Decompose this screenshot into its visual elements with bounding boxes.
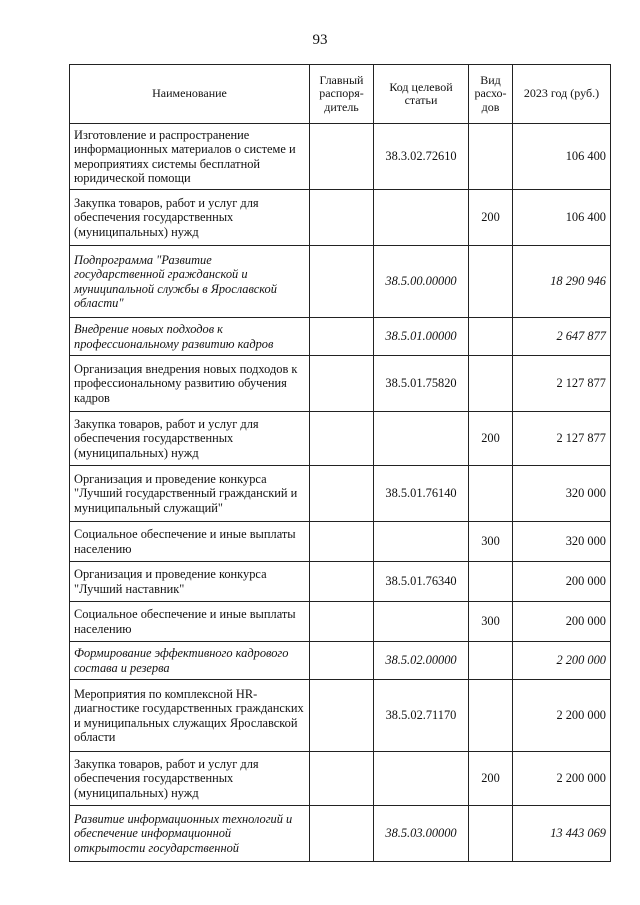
header-target-code: Код целевой статьи bbox=[374, 65, 469, 124]
row-name-cell: Внедрение новых подходов к профессиональному развитию кадров bbox=[70, 318, 310, 356]
row-name-cell: Изготовление и распространение информационных материалов о системе и мероприятиях системы бесплатной юридической помощи bbox=[70, 124, 310, 190]
row-main-manager-cell bbox=[310, 318, 374, 356]
row-target-code-cell: 38.3.02.72610 bbox=[374, 124, 469, 190]
row-amount-cell: 2 200 000 bbox=[513, 642, 611, 680]
row-main-manager-cell bbox=[310, 642, 374, 680]
row-name-cell: Закупка товаров, работ и услуг для обеспечения государственных (муниципальных) нужд bbox=[70, 752, 310, 806]
row-name-cell: Развитие информационных технологий и обеспечение информационной открытости государственной bbox=[70, 806, 310, 862]
row-amount-cell: 2 647 877 bbox=[513, 318, 611, 356]
table-row bbox=[70, 642, 611, 680]
row-main-manager-cell bbox=[310, 680, 374, 752]
row-expense-type-cell bbox=[469, 806, 513, 862]
budget-table bbox=[69, 64, 611, 862]
row-amount-cell: 13 443 069 bbox=[513, 806, 611, 862]
table-row bbox=[70, 752, 611, 806]
row-main-manager-cell bbox=[310, 190, 374, 246]
row-expense-type-cell bbox=[469, 562, 513, 602]
row-amount-cell: 2 127 877 bbox=[513, 356, 611, 412]
row-target-code-cell: 38.5.02.00000 bbox=[374, 642, 469, 680]
row-expense-type-cell: 200 bbox=[469, 190, 513, 246]
row-name-cell: Закупка товаров, работ и услуг для обеспечения государственных (муниципальных) нужд bbox=[70, 190, 310, 246]
row-target-code-cell: 38.5.01.76340 bbox=[374, 562, 469, 602]
table-row bbox=[70, 318, 611, 356]
row-expense-type-cell: 300 bbox=[469, 522, 513, 562]
table-row bbox=[70, 522, 611, 562]
row-name-cell: Подпрограмма "Развитие государственной гражданской и муниципальной службы в Ярославской области" bbox=[70, 246, 310, 318]
row-expense-type-cell: 200 bbox=[469, 412, 513, 466]
row-amount-cell: 106 400 bbox=[513, 190, 611, 246]
row-name-cell: Организация и проведение конкурса "Лучший государственный гражданский и муниципальный служащий" bbox=[70, 466, 310, 522]
row-main-manager-cell bbox=[310, 752, 374, 806]
row-expense-type-cell bbox=[469, 642, 513, 680]
row-amount-cell: 200 000 bbox=[513, 602, 611, 642]
row-target-code-cell: 38.5.01.00000 bbox=[374, 318, 469, 356]
row-amount-cell: 106 400 bbox=[513, 124, 611, 190]
row-name-cell: Закупка товаров, работ и услуг для обеспечения государственных (муниципальных) нужд bbox=[70, 412, 310, 466]
row-expense-type-cell bbox=[469, 356, 513, 412]
row-amount-cell: 200 000 bbox=[513, 562, 611, 602]
row-target-code-cell: 38.5.01.75820 bbox=[374, 356, 469, 412]
row-target-code-cell bbox=[374, 190, 469, 246]
row-name-cell: Мероприятия по комплексной HR-диагностике государственных гражданских и муниципальных служащих Ярославской области bbox=[70, 680, 310, 752]
table-row bbox=[70, 466, 611, 522]
row-main-manager-cell bbox=[310, 602, 374, 642]
table-body bbox=[70, 124, 611, 862]
row-target-code-cell: 38.5.03.00000 bbox=[374, 806, 469, 862]
row-name-cell: Социальное обеспечение и иные выплаты населению bbox=[70, 522, 310, 562]
row-expense-type-cell: 300 bbox=[469, 602, 513, 642]
row-main-manager-cell bbox=[310, 356, 374, 412]
row-target-code-cell: 38.5.02.71170 bbox=[374, 680, 469, 752]
row-main-manager-cell bbox=[310, 466, 374, 522]
row-target-code-cell bbox=[374, 522, 469, 562]
row-name-cell: Организация и проведение конкурса "Лучший наставник" bbox=[70, 562, 310, 602]
row-amount-cell: 320 000 bbox=[513, 466, 611, 522]
row-expense-type-cell bbox=[469, 124, 513, 190]
row-amount-cell: 2 127 877 bbox=[513, 412, 611, 466]
table-row bbox=[70, 602, 611, 642]
row-main-manager-cell bbox=[310, 124, 374, 190]
table-header-row bbox=[70, 65, 611, 124]
header-main-manager: Главный распоря-дитель bbox=[310, 65, 374, 124]
row-main-manager-cell bbox=[310, 806, 374, 862]
row-expense-type-cell: 200 bbox=[469, 752, 513, 806]
table-row bbox=[70, 806, 611, 862]
row-main-manager-cell bbox=[310, 246, 374, 318]
row-target-code-cell bbox=[374, 412, 469, 466]
page-number: 93 bbox=[312, 32, 328, 48]
row-amount-cell: 2 200 000 bbox=[513, 752, 611, 806]
table-row bbox=[70, 412, 611, 466]
row-expense-type-cell bbox=[469, 466, 513, 522]
table-row bbox=[70, 124, 611, 190]
header-year-amount: 2023 год (руб.) bbox=[513, 65, 611, 124]
header-expense-type: Вид расхо-дов bbox=[469, 65, 513, 124]
row-target-code-cell bbox=[374, 752, 469, 806]
row-expense-type-cell bbox=[469, 318, 513, 356]
row-target-code-cell: 38.5.00.00000 bbox=[374, 246, 469, 318]
table-row bbox=[70, 680, 611, 752]
row-name-cell: Социальное обеспечение и иные выплаты населению bbox=[70, 602, 310, 642]
row-target-code-cell: 38.5.01.76140 bbox=[374, 466, 469, 522]
row-expense-type-cell bbox=[469, 680, 513, 752]
table-row bbox=[70, 246, 611, 318]
row-amount-cell: 320 000 bbox=[513, 522, 611, 562]
row-target-code-cell bbox=[374, 602, 469, 642]
row-name-cell: Формирование эффективного кадрового состава и резерва bbox=[70, 642, 310, 680]
row-name-cell: Организация внедрения новых подходов к профессиональному развитию обучения кадров bbox=[70, 356, 310, 412]
row-amount-cell: 18 290 946 bbox=[513, 246, 611, 318]
table-row bbox=[70, 356, 611, 412]
table-row bbox=[70, 562, 611, 602]
row-amount-cell: 2 200 000 bbox=[513, 680, 611, 752]
row-expense-type-cell bbox=[469, 246, 513, 318]
table-row bbox=[70, 190, 611, 246]
header-name: Наименование bbox=[70, 65, 310, 124]
row-main-manager-cell bbox=[310, 522, 374, 562]
row-main-manager-cell bbox=[310, 562, 374, 602]
row-main-manager-cell bbox=[310, 412, 374, 466]
